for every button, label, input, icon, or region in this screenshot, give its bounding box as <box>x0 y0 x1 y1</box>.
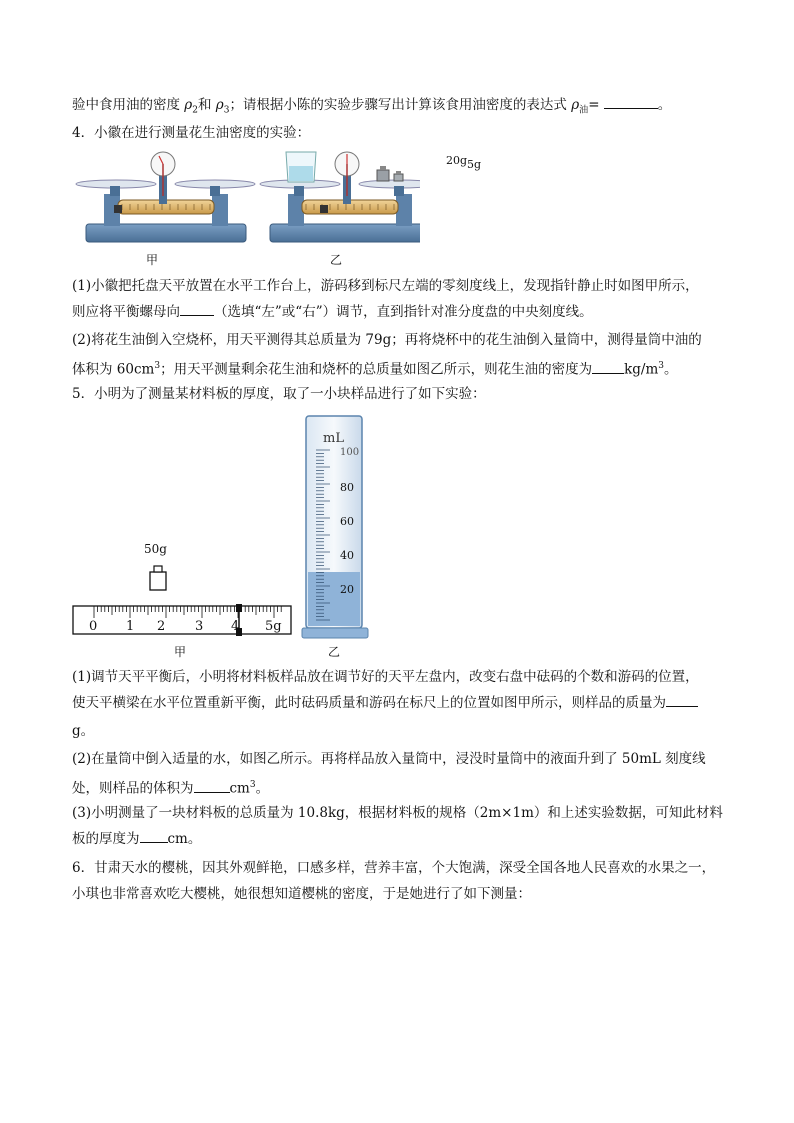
q5-p2-l2-a: 处，则样品的体积为 <box>72 780 194 797</box>
answer-blank[interactable] <box>592 361 624 374</box>
q4-p2-line1: (2)将花生油倒入空烧杯，用天平测得其总质量为 79g；再将烧杯中的花生油倒入量筒中，测得量筒中油的 <box>72 332 702 348</box>
weight-20g-label: 20g <box>446 154 468 167</box>
cm3-superscript: 3 <box>249 780 256 790</box>
rho-oil-subscript: 油 <box>579 105 589 116</box>
balance-jia <box>76 152 255 242</box>
q6-line2: 小琪也非常喜欢吃大樱桃，她很想知道樱桃的密度，于是她进行了如下测量： <box>72 886 531 902</box>
ruler-label-0: 0 <box>89 619 98 634</box>
q4-p2-line2 <box>72 357 677 379</box>
rho3-symbol: ρ <box>215 97 224 113</box>
q4-p1-line1: (1)小徽把托盘天平放置在水平工作台上，游码移到标尺左端的零刻度线上，发现指针静止时如图甲所示， <box>72 278 699 294</box>
q4-p2-l2-d: 。 <box>663 361 678 378</box>
q5-p3-l2-b: cm。 <box>167 831 202 847</box>
answer-blank[interactable] <box>194 780 230 793</box>
q5-p1-line3: g。 <box>72 723 95 739</box>
q5-title: 5．小明为了测量某材料板的厚度，取了一小块样品进行了如下实验： <box>72 386 486 402</box>
m3-superscript: 3 <box>658 361 664 371</box>
cyl-label-60: 60 <box>340 515 354 528</box>
q4-p2-l2-c: kg/m <box>624 361 659 378</box>
q5-p2-l2-c: 。 <box>255 780 270 797</box>
cyl-label-20: 20 <box>340 583 354 596</box>
balance-yi <box>260 152 420 242</box>
answer-blank[interactable] <box>666 694 698 707</box>
q4-p2-l2-a: 体积为 60cm <box>72 361 155 378</box>
q3-equals: = <box>588 97 600 113</box>
ruler <box>73 606 291 634</box>
cyl-label-40: 40 <box>340 549 354 562</box>
ruler-label-1: 1 <box>126 619 135 634</box>
ruler-label-4: 4 <box>231 619 240 634</box>
fig-jia-caption: 甲 <box>146 253 159 267</box>
q3-mid: 和 <box>197 97 216 113</box>
rho2-subscript: 2 <box>192 105 198 116</box>
q4-title: 4．小徽在进行测量花生油密度的实验： <box>72 125 311 141</box>
q4-p2-l2-b: ；用天平测量剩余花生油和烧杯的总质量如图乙所示，则花生油的密度为 <box>160 361 593 378</box>
q4-balances-figure <box>70 148 420 248</box>
ruler-label-5g: 5g <box>265 619 282 634</box>
rho3-subscript: 3 <box>223 105 230 116</box>
q5-p1-line1: (1)调节天平平衡后，小明将材料板样品放在调节好的天平左盘内，改变右盘中砝码的个数和游码的位置， <box>72 669 699 685</box>
q4-p1-l2-a: 则应将平衡螺母向 <box>72 304 180 320</box>
answer-blank[interactable] <box>604 96 658 109</box>
q4-p1-l2-b: （选填“左”或“右”）调节，直到指针对准分度盘的中央刻度线。 <box>214 304 593 320</box>
answer-blank[interactable] <box>140 830 168 843</box>
q5-p2-line1: (2)在量筒中倒入适量的水，如图乙所示。再将样品放入量筒中，浸没时量筒中的液面升到了 50mL 刻度线 <box>72 751 706 767</box>
ruler-label-2: 2 <box>157 619 166 634</box>
q5-fig-jia-caption: 甲 <box>174 645 187 659</box>
q3-end: 。 <box>657 97 672 113</box>
ruler-label-3: 3 <box>195 619 204 634</box>
weight-50g-icon <box>150 566 166 590</box>
q5-fig-yi-caption: 乙 <box>328 645 341 659</box>
q4-p1-line2 <box>72 303 593 321</box>
q5-p3-line2 <box>72 830 201 848</box>
q5-p3-line1: (3)小明测量了一块材料板的总质量为 10.8kg，根据材料板的规格（2m×1m）和上述实验数据，可知此材料 <box>72 805 723 821</box>
q5-ruler-figure <box>72 560 294 638</box>
cyl-label-100: 100 <box>340 447 360 458</box>
fig-yi-caption: 乙 <box>330 253 343 267</box>
q5-p1-line2 <box>72 694 698 712</box>
cylinder-unit: mL <box>323 431 344 446</box>
weight-50g-label: 50g <box>144 542 167 556</box>
q5-p1-l2: 使天平横梁在水平位置重新平衡，此时砝码质量和游码在标尺上的位置如图甲所示，则样品的质量为 <box>72 695 666 711</box>
q6-line1: 6．甘肃天水的樱桃，因其外观鲜艳，口感多样，营养丰富，个大饱满，深受全国各地人民喜欢的水果之一， <box>72 860 716 876</box>
q5-p2-l2-b: cm <box>229 780 250 797</box>
q5-p3-l2-a: 板的厚度为 <box>72 831 140 847</box>
q3-tail-line <box>72 96 671 120</box>
q3-text-a: 验中食用油的密度 <box>72 97 185 113</box>
cyl-label-80: 80 <box>340 481 354 494</box>
rho2-symbol: ρ <box>184 97 193 113</box>
weights-icon <box>377 166 403 181</box>
q3-text-b: ；请根据小陈的实验步骤写出计算该食用油密度的表达式 <box>229 97 572 113</box>
answer-blank[interactable] <box>180 303 214 316</box>
rho-oil-symbol: ρ <box>571 97 580 113</box>
weight-5g-label: 5g <box>467 158 482 171</box>
q5-p2-line2 <box>72 776 269 798</box>
cm3-superscript: 3 <box>154 361 161 371</box>
beaker-icon <box>286 152 316 182</box>
